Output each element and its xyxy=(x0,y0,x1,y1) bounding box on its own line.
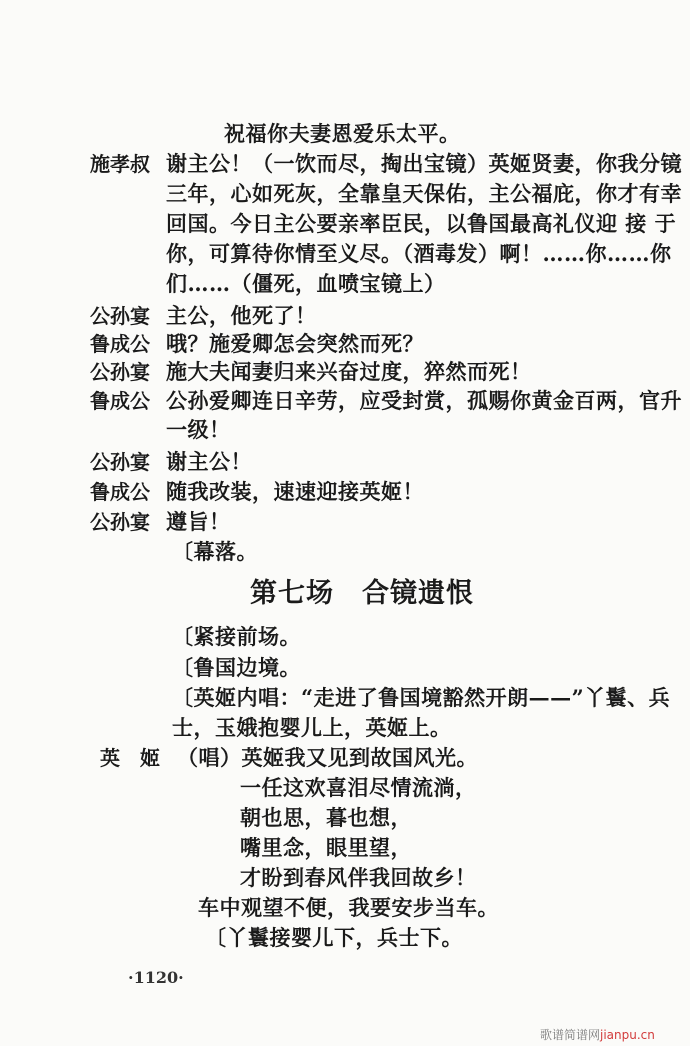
dialogue-line: 公孙爱卿连日辛劳，应受封赏，孤赐你黄金百两，官升 xyxy=(166,388,682,413)
dialogue-line: 回国。今日主公要亲率臣民，以鲁国最高礼仪迎 接 于 xyxy=(166,211,677,236)
stage-direction: 〔鲁国边境。 xyxy=(172,655,301,680)
speaker-label: 公孙宴 xyxy=(90,450,150,474)
watermark-site-name: 歌谱简谱网 xyxy=(540,1028,601,1042)
stage-direction: 〔幕落。 xyxy=(172,539,258,564)
sung-line: （唱）英姬我又见到故国风光。 xyxy=(177,745,478,770)
speaker-label: 鲁成公 xyxy=(90,332,150,356)
speaker-label: 公孙宴 xyxy=(90,360,150,384)
dialogue-line: 谢主公！ xyxy=(166,449,252,474)
page-number: ·1120· xyxy=(128,968,184,987)
scene-title: 第七场 合镜遗恨 xyxy=(250,578,474,609)
dialogue-line: 随我改装，速速迎接英姬！ xyxy=(166,479,424,504)
dialogue-line: 们……（僵死，血喷宝镜上） xyxy=(166,271,446,296)
dialogue-line: 主公，他死了！ xyxy=(166,303,317,328)
speaker-label: 英 姬 xyxy=(100,746,160,770)
speaker-label: 公孙宴 xyxy=(90,510,150,534)
dialogue-line: 谢主公！（一饮而尽，掏出宝镜）英姬贤妻，你我分镜 xyxy=(166,151,682,176)
dialogue-line: 遵旨！ xyxy=(166,509,231,534)
dialogue-line: 哦？施爱卿怎会突然而死？ xyxy=(166,331,424,356)
watermark-site-domain: jianpu.cn xyxy=(600,1028,655,1042)
stage-direction: 〔英姬内唱：“走进了鲁国境豁然开朗——”丫鬟、兵 xyxy=(172,685,671,710)
stage-direction: 士，玉娥抱婴儿上，英姬上。 xyxy=(172,715,452,740)
dialogue-line: 车中观望不便，我要安步当车。 xyxy=(198,895,499,920)
speaker-label: 鲁成公 xyxy=(90,389,150,413)
sung-line: 朝也思，暮也想， xyxy=(240,805,412,830)
speaker-label: 公孙宴 xyxy=(90,304,150,328)
speaker-label: 鲁成公 xyxy=(90,480,150,504)
site-watermark xyxy=(540,1026,655,1043)
dialogue-line: 你，可算待你情至义尽。（酒毒发）啊！……你……你 xyxy=(166,241,672,266)
stage-direction: 〔紧接前场。 xyxy=(172,624,301,649)
dialogue-line: 一级！ xyxy=(166,417,231,442)
stage-direction: 〔丫鬟接婴儿下，兵士下。 xyxy=(205,925,463,950)
sung-line: 才盼到春风伴我回故乡！ xyxy=(240,865,477,890)
speaker-label: 施孝叔 xyxy=(90,152,150,176)
lyric-line: 祝福你夫妻恩爱乐太平。 xyxy=(224,121,461,146)
sung-line: 嘴里念，眼里望， xyxy=(240,835,412,860)
dialogue-line: 三年，心如死灰，全靠皇天保佑，主公福庇，你才有幸 xyxy=(166,181,682,206)
sung-line: 一任这欢喜泪尽情流淌， xyxy=(240,775,477,800)
dialogue-line: 施大夫闻妻归来兴奋过度，猝然而死！ xyxy=(166,359,532,384)
